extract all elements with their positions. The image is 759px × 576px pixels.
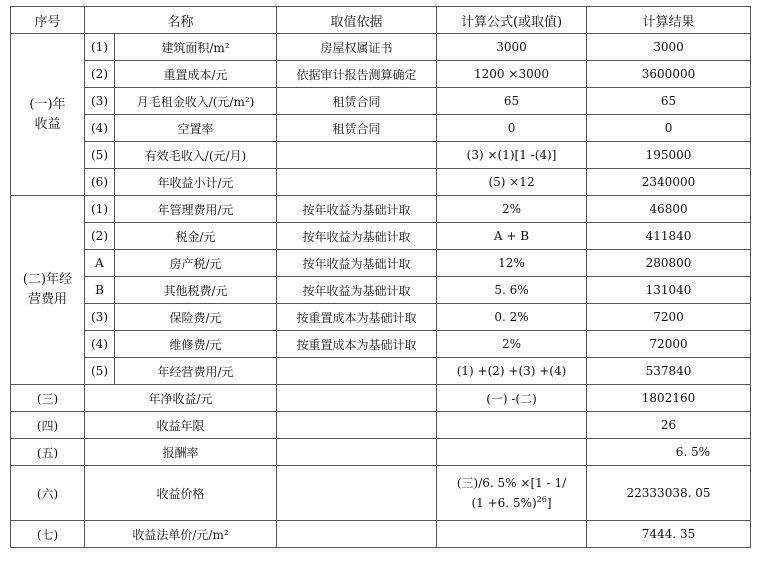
item-name: 维修费/元 (115, 331, 277, 358)
item-formula: 3000 (437, 34, 587, 61)
item-basis: 租赁合同 (277, 88, 437, 115)
formula-line-2b: ] (546, 496, 552, 510)
item-result: 195000 (587, 142, 751, 169)
formula-line-2 (441, 493, 582, 513)
item-formula (437, 466, 587, 521)
item-formula: 5. 6% (437, 277, 587, 304)
item-name: 空置率 (115, 115, 277, 142)
item-name: 有效毛收入/(元/月) (115, 142, 277, 169)
item-result: 72000 (587, 331, 751, 358)
table-row (11, 88, 751, 115)
row-index: (四) (11, 412, 85, 439)
table-row (11, 412, 751, 439)
table-row (11, 223, 751, 250)
item-basis: 依据审计报告测算确定 (277, 61, 437, 88)
sub-index: (4) (85, 115, 115, 142)
item-result: 131040 (587, 277, 751, 304)
table-row (11, 61, 751, 88)
header-result: 计算结果 (587, 7, 751, 34)
item-basis: 按年收益为基础计取 (277, 223, 437, 250)
sub-index: (3) (85, 304, 115, 331)
item-basis (277, 439, 437, 466)
item-formula (437, 439, 587, 466)
sub-index: (1) (85, 34, 115, 61)
table-row (11, 331, 751, 358)
item-name: 年管理费用/元 (115, 196, 277, 223)
formula-line-1: (三)/6. 5% ×[1 - 1/ (456, 476, 567, 490)
sub-index: (3) (85, 88, 115, 115)
item-basis: 按年收益为基础计取 (277, 196, 437, 223)
item-name: 年经营费用/元 (115, 358, 277, 385)
sub-index: A (85, 250, 115, 277)
sub-index: (1) (85, 196, 115, 223)
item-formula: (3) ×(1)[1 -(4)] (437, 142, 587, 169)
item-result: 26 (587, 412, 751, 439)
table-row (11, 521, 751, 548)
table-row (11, 34, 751, 61)
header-name: 名称 (85, 7, 277, 34)
item-basis (277, 358, 437, 385)
header-formula: 计算公式(或取值) (437, 7, 587, 34)
formula-exponent: 26 (536, 495, 547, 504)
item-result: 7444. 35 (587, 521, 751, 548)
item-basis (277, 521, 437, 548)
table-row (11, 304, 751, 331)
item-basis (277, 412, 437, 439)
group-label-operating-expenses: (二)年经营费用 (11, 196, 85, 385)
item-name: 月毛租金收入/(元/m²) (115, 88, 277, 115)
item-formula (437, 521, 587, 548)
item-basis: 按重置成本为基础计取 (277, 331, 437, 358)
table-row (11, 439, 751, 466)
item-name: 年收益小计/元 (115, 169, 277, 196)
table-row (11, 250, 751, 277)
sub-index: (4) (85, 331, 115, 358)
item-name: 其他税费/元 (115, 277, 277, 304)
item-result: 537840 (587, 358, 751, 385)
item-basis (277, 385, 437, 412)
item-name: 税金/元 (115, 223, 277, 250)
item-result: 22333038. 05 (587, 466, 751, 521)
item-result: 280800 (587, 250, 751, 277)
item-formula: 2% (437, 196, 587, 223)
table-row (11, 142, 751, 169)
item-result: 2340000 (587, 169, 751, 196)
sub-index: (5) (85, 142, 115, 169)
table-row (11, 196, 751, 223)
item-name: 保险费/元 (115, 304, 277, 331)
formula-line-2a: (1 +6. 5%) (471, 496, 537, 510)
item-formula (437, 412, 587, 439)
table-row (11, 169, 751, 196)
row-index: (三) (11, 385, 85, 412)
item-result: 411840 (587, 223, 751, 250)
sub-index: (2) (85, 61, 115, 88)
item-result: 0 (587, 115, 751, 142)
item-formula: 1200 ×3000 (437, 61, 587, 88)
valuation-table-container (10, 6, 750, 548)
sub-index: (6) (85, 169, 115, 196)
item-result: 6. 5% (587, 439, 751, 466)
item-basis (277, 142, 437, 169)
item-name: 收益价格 (85, 466, 277, 521)
item-result: 1802160 (587, 385, 751, 412)
item-formula: 12% (437, 250, 587, 277)
item-formula: 0. 2% (437, 304, 587, 331)
item-name: 重置成本/元 (115, 61, 277, 88)
item-formula: 65 (437, 88, 587, 115)
item-formula: (1) +(2) +(3) +(4) (437, 358, 587, 385)
item-name: 建筑面积/m² (115, 34, 277, 61)
sub-index: (5) (85, 358, 115, 385)
item-name: 收益年限 (85, 412, 277, 439)
row-index: (五) (11, 439, 85, 466)
item-basis (277, 466, 437, 521)
item-result: 7200 (587, 304, 751, 331)
item-result: 46800 (587, 196, 751, 223)
header-row (11, 7, 751, 34)
item-result: 3000 (587, 34, 751, 61)
row-index: (六) (11, 466, 85, 521)
table-row (11, 358, 751, 385)
item-basis: 租赁合同 (277, 115, 437, 142)
item-name: 报酬率 (85, 439, 277, 466)
item-result: 65 (587, 88, 751, 115)
item-basis: 按年收益为基础计取 (277, 250, 437, 277)
item-formula: 2% (437, 331, 587, 358)
item-name: 收益法单价/元/m² (85, 521, 277, 548)
item-formula: (5) ×12 (437, 169, 587, 196)
item-name: 房产税/元 (115, 250, 277, 277)
group-label-annual-income: (一)年收益 (11, 34, 85, 196)
row-index: (七) (11, 521, 85, 548)
item-basis: 房屋权属证书 (277, 34, 437, 61)
header-basis: 取值依据 (277, 7, 437, 34)
income-approach-table (10, 6, 751, 548)
sub-index: (2) (85, 223, 115, 250)
table-row (11, 115, 751, 142)
table-row (11, 385, 751, 412)
table-row (11, 466, 751, 521)
item-result: 3600000 (587, 61, 751, 88)
item-formula: A + B (437, 223, 587, 250)
header-index: 序号 (11, 7, 85, 34)
item-basis: 按年收益为基础计取 (277, 277, 437, 304)
item-basis (277, 169, 437, 196)
table-row (11, 277, 751, 304)
item-formula: 0 (437, 115, 587, 142)
sub-index: B (85, 277, 115, 304)
item-name: 年净收益/元 (85, 385, 277, 412)
item-basis: 按重置成本为基础计取 (277, 304, 437, 331)
item-formula: (一) -(二) (437, 385, 587, 412)
